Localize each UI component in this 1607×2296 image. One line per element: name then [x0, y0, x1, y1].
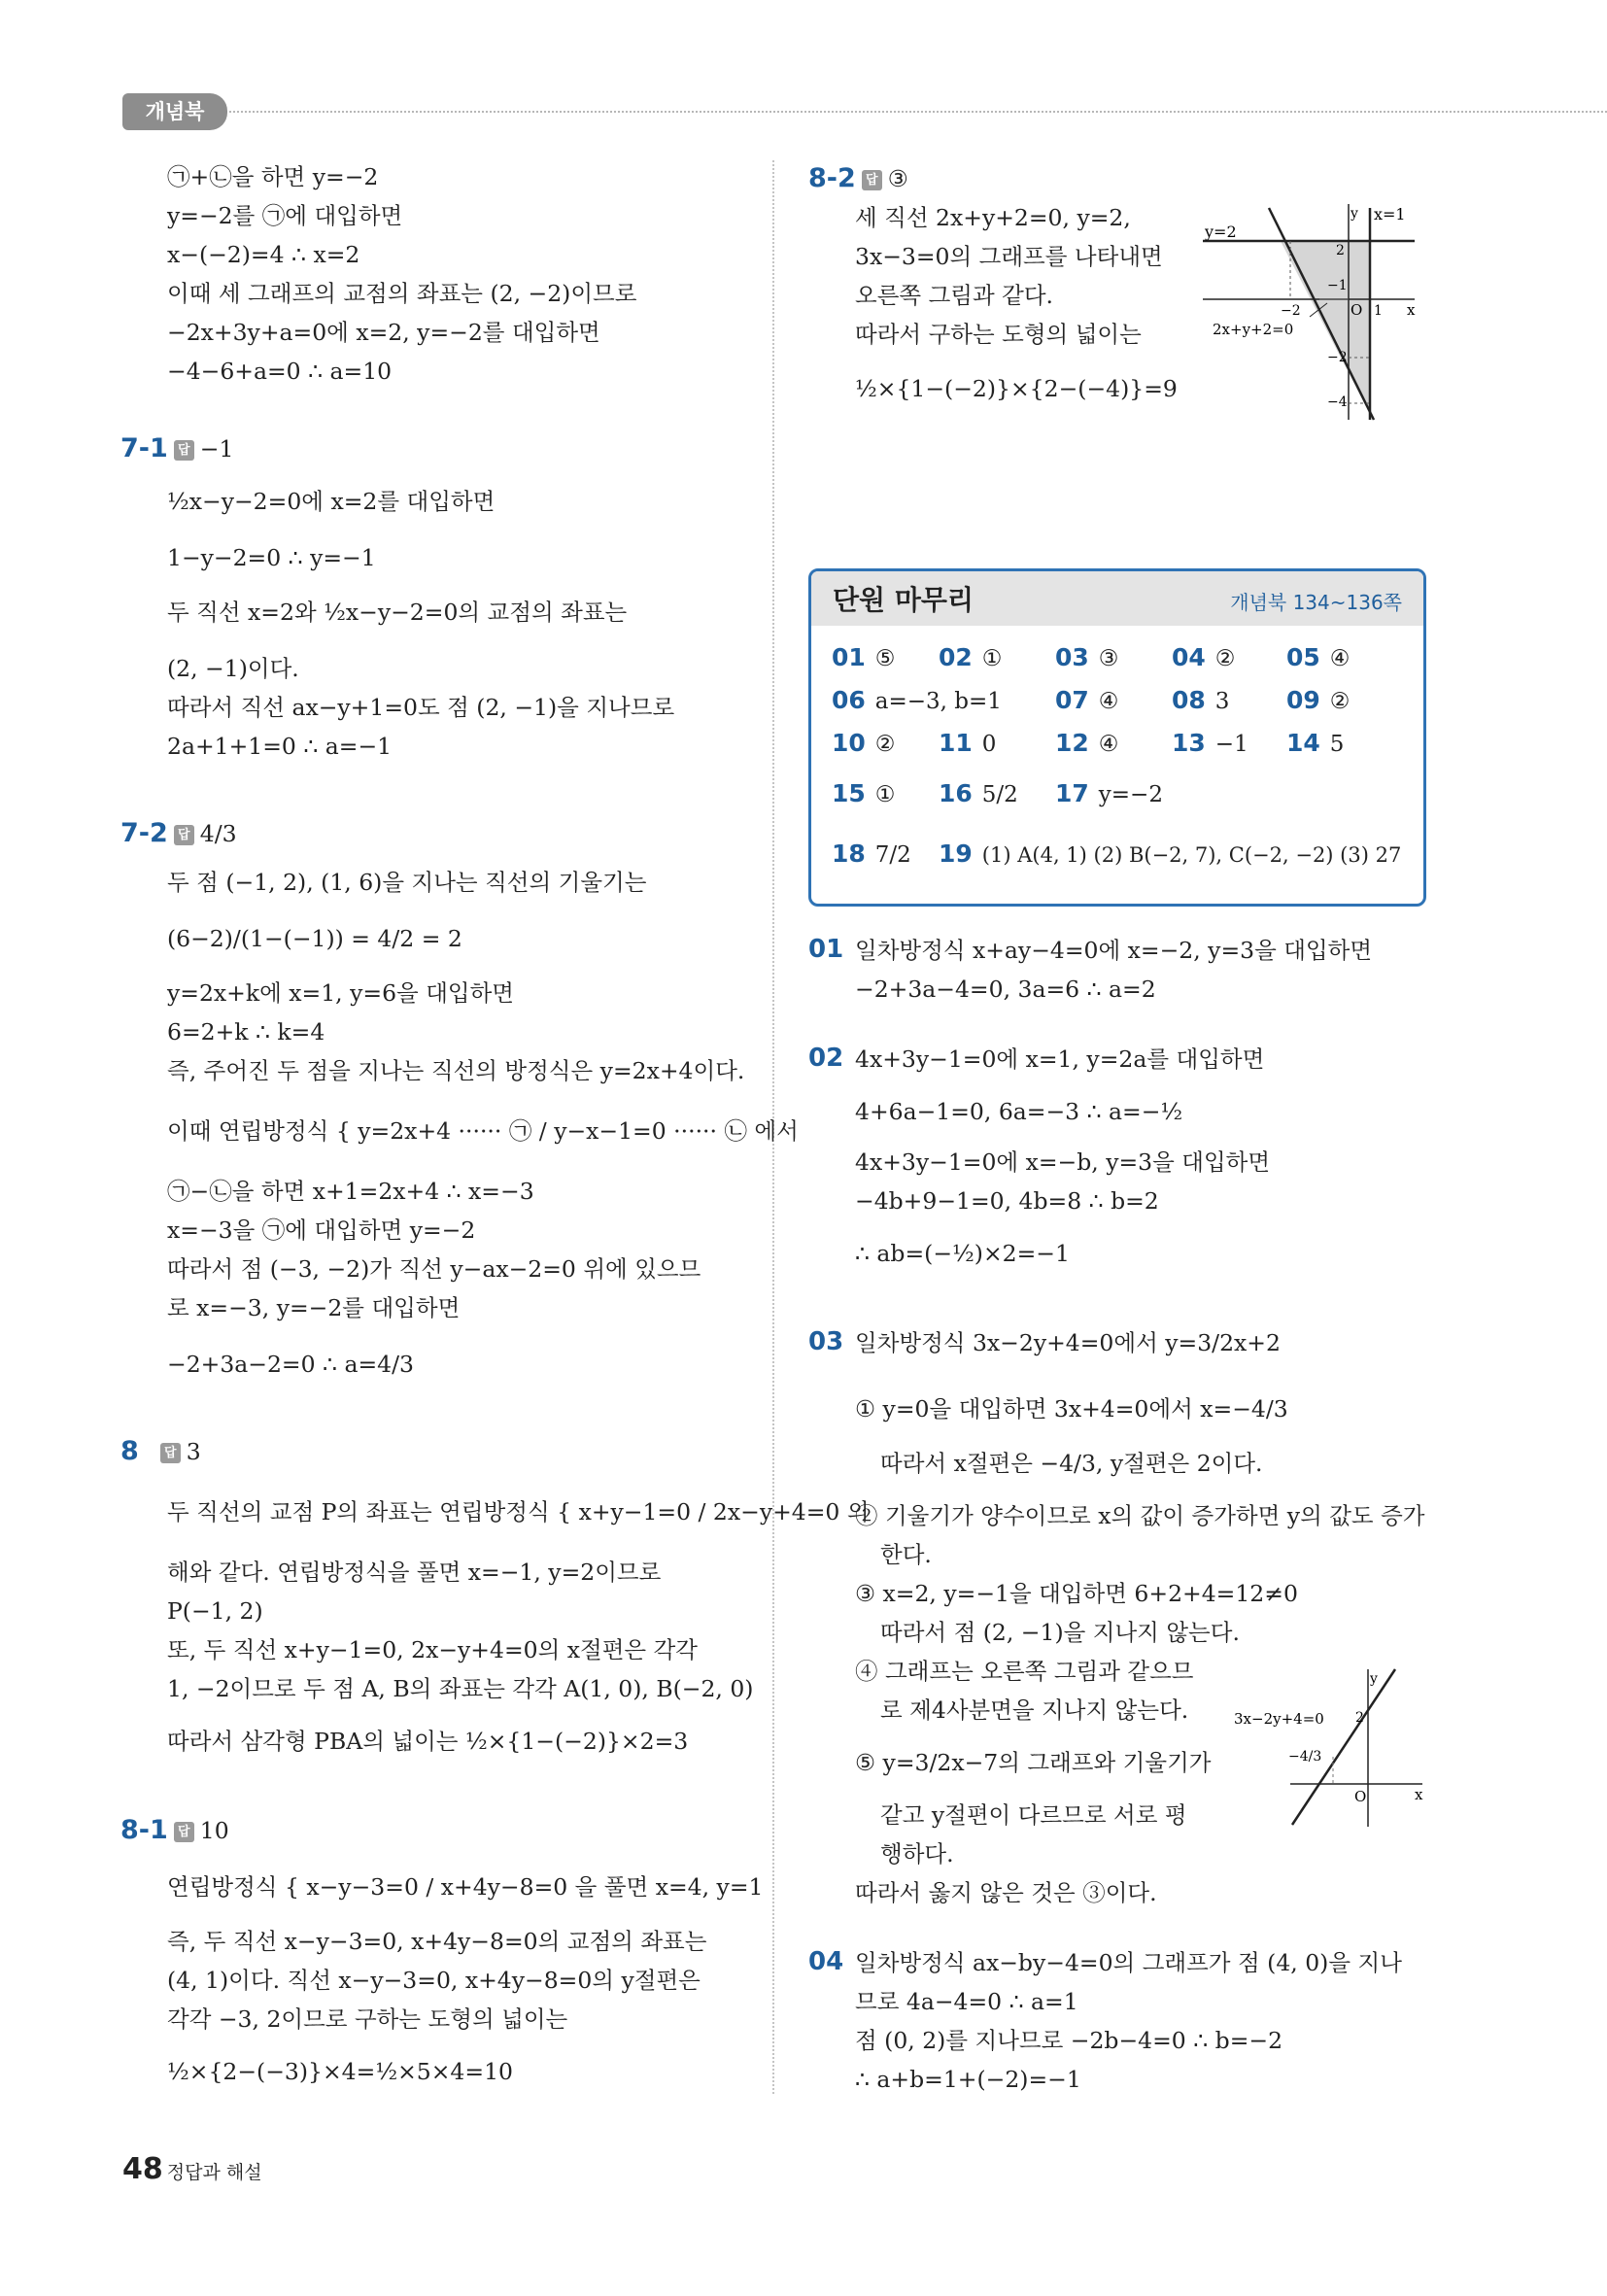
book-tab: 개념북: [122, 93, 227, 130]
summary-header: [811, 571, 1423, 626]
text-line: −2x+3y+a=0에 x=2, y=−2를 대입하면: [167, 319, 600, 346]
text-line: 행하다.: [880, 1840, 954, 1868]
footer-label: 정답과 해설: [166, 2162, 262, 2183]
text-line: ① y=0을 대입하면 3x+4=0에서 x=−4/3: [855, 1395, 1288, 1422]
text-line: 따라서 삼각형 PBA의 넓이는 ½×{1−(−2)}×2=3: [167, 1728, 689, 1755]
text-line: −4−6+a=0 ∴ a=10: [167, 358, 393, 385]
text-line: 따라서 직선 ax−y+1=0도 점 (2, −1)을 지나므로: [167, 694, 675, 721]
problem-heading-7-2: [120, 818, 237, 848]
question-number: 03: [808, 1327, 844, 1356]
text-line: ⑤ y=3/2x−7의 그래프와 기울기가: [855, 1749, 1212, 1776]
text-line: 1, −2이므로 두 점 A, B의 좌표는 각각 A(1, 0), B(−2, 0): [167, 1675, 754, 1702]
problem-number: 7-1: [120, 433, 168, 463]
page-number: 48: [122, 2152, 163, 2186]
text-line: 따라서 구하는 도형의 넓이는: [855, 321, 1142, 348]
problem-heading-8-1: [120, 1815, 229, 1845]
summary-item: 10 ②: [832, 729, 896, 757]
tick-neg4: −4: [1327, 394, 1348, 410]
label-x-axis: x: [1407, 301, 1416, 319]
summary-item: 11 0: [939, 729, 997, 757]
answer-value: ③: [887, 165, 908, 192]
tick-neg2y: −2: [1327, 350, 1348, 365]
summary-item: 08 3: [1172, 686, 1230, 714]
text-line: 므로 4a−4=0 ∴ a=1: [855, 1988, 1078, 2015]
tick-2: 2: [1336, 243, 1345, 258]
text-line: 두 직선의 교점 P의 좌표는 연립방정식 { x+y−1=0 / 2x−y+4=0 의: [167, 1498, 870, 1525]
header-rule: [229, 111, 1607, 113]
label-x1: x=1: [1374, 205, 1406, 223]
summary-item: 01 ⑤: [832, 643, 896, 671]
answer-value: −1: [199, 435, 234, 463]
summary-item: 19 (1) A(4, 1) (2) B(−2, 7), C(−2, −2) (3) 27: [939, 840, 1402, 868]
text-line: 즉, 두 직선 x−y−3=0, x+4y−8=0의 교점의 좌표는: [167, 1928, 707, 1955]
tick-x-intercept: −4/3: [1288, 1749, 1322, 1765]
text-line: 즉, 주어진 두 점을 지나는 직선의 방정식은 y=2x+4이다.: [167, 1057, 745, 1084]
problem-number: 7-2: [120, 818, 168, 848]
origin: O: [1351, 301, 1363, 319]
page-footer: [122, 2152, 262, 2186]
text-line: x=−3을 ㉠에 대입하면 y=−2: [167, 1217, 476, 1244]
summary-item: 17 y=−2: [1055, 779, 1163, 807]
problem-number: 8-2: [808, 163, 856, 193]
question-number: 02: [808, 1044, 844, 1073]
graph-line: [1292, 1669, 1395, 1825]
line-graph: [1232, 1660, 1426, 1834]
text-line: 두 점 (−1, 2), (1, 6)을 지나는 직선의 기울기는: [167, 869, 647, 896]
summary-item: 13 −1: [1172, 729, 1248, 757]
tick-neg2x: −2: [1281, 303, 1301, 319]
text-line: 이때 세 그래프의 교점의 좌표는 (2, −2)이므로: [167, 280, 637, 307]
text-line: −4b+9−1=0, 4b=8 ∴ b=2: [855, 1187, 1159, 1215]
text-line: 점 (0, 2)를 지나므로 −2b−4=0 ∴ b=−2: [855, 2027, 1283, 2054]
text-line: 이때 연립방정식 { y=2x+4 ······ ㉠ / y−x−1=0 ······ ㉡ 에서: [167, 1117, 799, 1145]
summary-item: 07 ④: [1055, 686, 1119, 714]
problem-heading-7-1: [120, 433, 233, 463]
text-line: 같고 y절편이 다르므로 서로 평: [880, 1801, 1187, 1829]
tick-1: 1: [1374, 303, 1383, 319]
summary-item: 16 5/2: [939, 779, 1018, 807]
text-line: 로 제4사분면을 지나지 않는다.: [880, 1696, 1189, 1724]
origin: O: [1354, 1788, 1367, 1805]
summary-item: 14 5: [1286, 729, 1345, 757]
equation-label: 3x−2y+4=0: [1234, 1710, 1324, 1728]
text-line: 따라서 점 (2, −1)을 지나지 않는다.: [880, 1619, 1240, 1646]
summary-page-ref: 개념북 134~136쪽: [1230, 591, 1402, 614]
summary-item: 04 ②: [1172, 643, 1236, 671]
text-line: −2+3a−2=0 ∴ a=4/3: [167, 1351, 414, 1378]
label-y-axis: y: [1351, 206, 1358, 222]
text-line: x−(−2)=4 ∴ x=2: [167, 241, 360, 268]
answer-badge: 답: [174, 1822, 194, 1842]
summary-item: 15 ①: [832, 779, 896, 807]
summary-item: 05 ④: [1286, 643, 1351, 671]
text-line: 해와 같다. 연립방정식을 풀면 x=−1, y=2이므로: [167, 1559, 662, 1586]
text-line: 3x−3=0의 그래프를 나타내면: [855, 243, 1163, 270]
text-line: ③ x=2, y=−1을 대입하면 6+2+4=12≠0: [855, 1580, 1298, 1607]
text-line: ④ 그래프는 오른쪽 그림과 같으므: [855, 1658, 1194, 1685]
answer-badge: 답: [862, 170, 882, 190]
label-y-axis: y: [1370, 1671, 1378, 1687]
problem-number: 8-1: [120, 1815, 168, 1845]
text-line: 한다.: [880, 1541, 932, 1568]
text-line: ② 기울기가 양수이므로 x의 값이 증가하면 y의 값도 증가: [855, 1502, 1425, 1529]
answer-value: 3: [186, 1438, 201, 1465]
text-line: P(−1, 2): [167, 1597, 263, 1625]
text-line: 세 직선 2x+y+2=0, y=2,: [855, 204, 1131, 231]
summary-item: 18 7/2: [832, 840, 911, 868]
answer-badge: 답: [160, 1443, 181, 1463]
text-line: ㉠−㉡을 하면 x+1=2x+4 ∴ x=−3: [167, 1178, 534, 1205]
text-line: ½x−y−2=0에 x=2를 대입하면: [167, 488, 496, 515]
text-line: 일차방정식 ax−by−4=0의 그래프가 점 (4, 0)을 지나: [855, 1949, 1402, 1976]
text-line: 일차방정식 3x−2y+4=0에서 y=3/2x+2: [855, 1329, 1281, 1356]
text-line: 6=2+k ∴ k=4: [167, 1018, 325, 1045]
text-line: −2+3a−4=0, 3a=6 ∴ a=2: [855, 976, 1156, 1003]
region-graph: [1203, 194, 1426, 428]
text-line: y=2x+k에 x=1, y=6을 대입하면: [167, 979, 515, 1007]
text-line: 따라서 옳지 않은 것은 ③이다.: [855, 1879, 1157, 1906]
label-y2: y=2: [1205, 223, 1237, 241]
summary-item: 03 ③: [1055, 643, 1119, 671]
text-line: (4, 1)이다. 직선 x−y−3=0, x+4y−8=0의 y절편은: [167, 1967, 701, 1994]
tick-2: 2: [1355, 1710, 1364, 1726]
text-line: ㉠+㉡을 하면 y=−2: [167, 163, 379, 190]
text-line: 4x+3y−1=0에 x=1, y=2a를 대입하면: [855, 1045, 1265, 1073]
text-line: y=−2를 ㉠에 대입하면: [167, 202, 403, 229]
text-line: ∴ ab=(−½)×2=−1: [855, 1240, 1070, 1267]
label-line: 2x+y+2=0: [1213, 321, 1294, 338]
text-line: 4+6a−1=0, 6a=−3 ∴ a=−½: [855, 1098, 1183, 1125]
text-line: 따라서 x절편은 −4/3, y절편은 2이다.: [880, 1450, 1263, 1477]
problem-heading-8-2: [808, 163, 908, 193]
question-number: 04: [808, 1947, 844, 1976]
answer-badge: 답: [174, 825, 194, 845]
text-line: 일차방정식 x+ay−4=0에 x=−2, y=3을 대입하면: [855, 937, 1373, 964]
text-line: (6−2)/(1−(−1)) = 4/2 = 2: [167, 925, 462, 952]
text-line: 2a+1+1=0 ∴ a=−1: [167, 733, 393, 760]
question-number: 01: [808, 935, 844, 964]
summary-item: 12 ④: [1055, 729, 1119, 757]
text-line: 연립방정식 { x−y−3=0 / x+4y−8=0 을 풀면 x=4, y=1: [167, 1873, 764, 1901]
summary-item: 02 ①: [939, 643, 1003, 671]
text-line: 두 직선 x=2와 ½x−y−2=0의 교점의 좌표는: [167, 599, 628, 626]
summary-item: 09 ②: [1286, 686, 1351, 714]
tick-neg1: −1: [1327, 278, 1348, 293]
text-line: ½×{2−(−3)}×4=½×5×4=10: [167, 2058, 513, 2085]
text-line: ½×{1−(−2)}×{2−(−4)}=9: [855, 375, 1178, 402]
text-line: 또, 두 직선 x+y−1=0, 2x−y+4=0의 x절편은 각각: [167, 1636, 698, 1663]
text-line: ∴ a+b=1+(−2)=−1: [855, 2066, 1081, 2093]
text-line: (2, −1)이다.: [167, 655, 299, 682]
summary-item: 06 a=−3, b=1: [832, 686, 1002, 714]
label-x-axis: x: [1415, 1786, 1423, 1803]
text-line: 4x+3y−1=0에 x=−b, y=3을 대입하면: [855, 1148, 1271, 1176]
text-line: 따라서 점 (−3, −2)가 직선 y−ax−2=0 위에 있으므: [167, 1255, 701, 1283]
answer-value: 4/3: [199, 820, 237, 847]
problem-number: 8: [120, 1436, 139, 1466]
problem-heading-8: [120, 1436, 201, 1466]
answer-value: 10: [199, 1817, 229, 1844]
summary-title: 단원 마무리: [833, 584, 974, 616]
text-line: 각각 −3, 2이므로 구하는 도형의 넓이는: [167, 2005, 568, 2033]
answer-badge: 답: [174, 440, 194, 461]
text-line: 1−y−2=0 ∴ y=−1: [167, 544, 376, 571]
text-line: 오른쪽 그림과 같다.: [855, 282, 1054, 309]
text-line: 로 x=−3, y=−2를 대입하면: [167, 1294, 461, 1321]
